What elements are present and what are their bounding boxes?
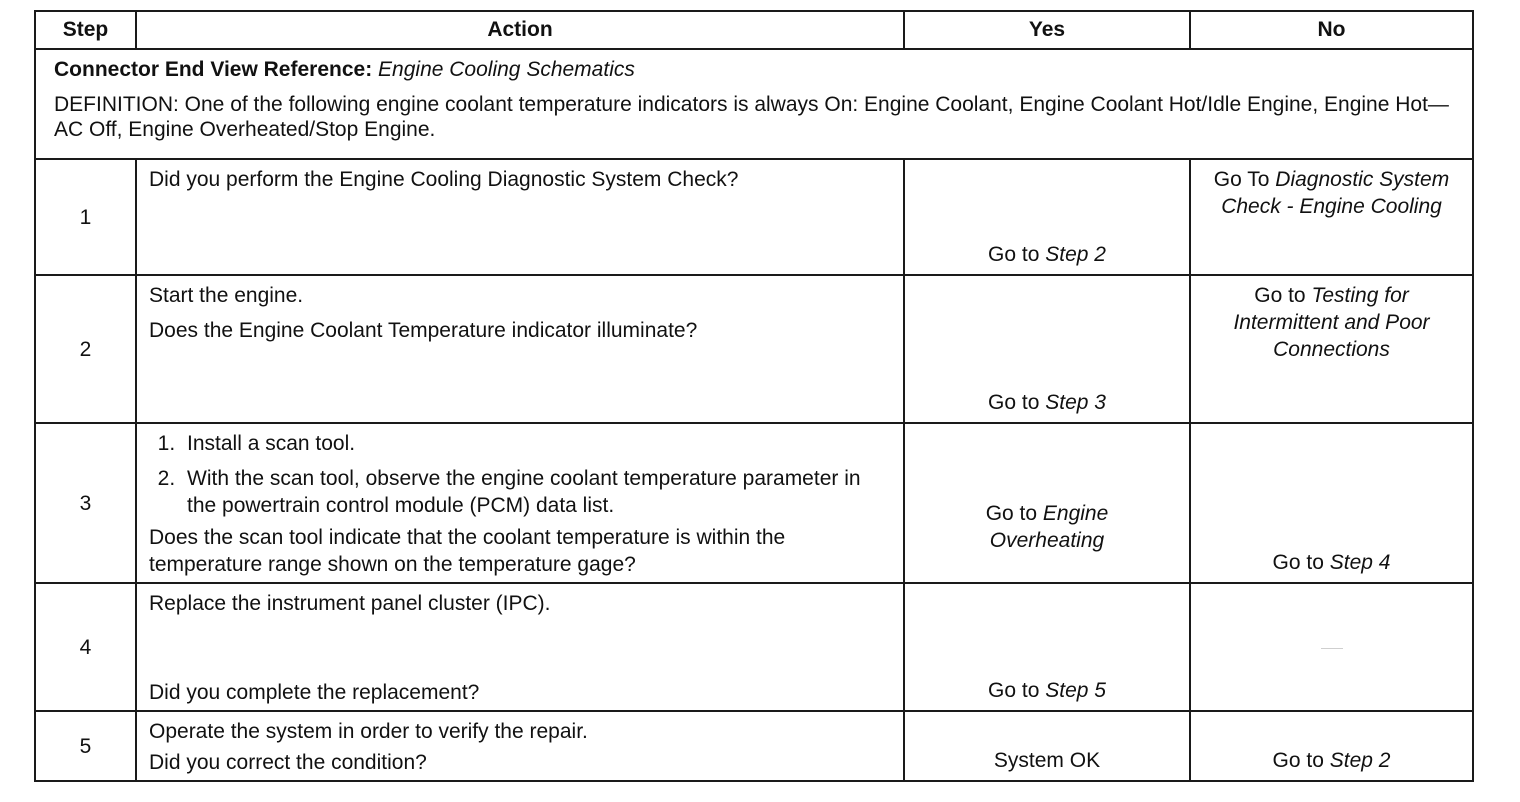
yes-prefix: Go to: [988, 679, 1040, 702]
action-cell: [136, 711, 904, 781]
action-cell: [136, 159, 904, 275]
no-cell: [1190, 423, 1473, 583]
no-dash: [1321, 648, 1343, 649]
action-question: Does the scan tool indicate that the coolant temperature is within the temperature range shown on the temperature gage?: [149, 526, 786, 576]
definition-text: DEFINITION: One of the following engine coolant temperature indicators is always On: Engine Coolant, Engine Coolant Hot/Idle Engine, Engine Hot—AC Off, Engine Overheated/Stop Engine.: [54, 93, 1449, 141]
yes-result: [905, 389, 1189, 416]
no-ref: Step 2: [1329, 749, 1391, 772]
yes-cell: [904, 275, 1190, 423]
yes-cell: [904, 711, 1190, 781]
no-prefix: Go to: [1254, 284, 1306, 307]
no-cell: [1190, 583, 1473, 711]
yes-ref: Engine Overheating: [989, 502, 1109, 552]
action-question: Does the Engine Coolant Temperature indicator illuminate?: [149, 319, 698, 342]
no-result: [1191, 747, 1472, 774]
no-prefix: Go to: [1272, 749, 1324, 772]
diagnostic-table: [34, 10, 1474, 782]
yes-ref: Step 5: [1045, 679, 1106, 702]
no-cell: [1190, 711, 1473, 781]
action-cell: [136, 583, 904, 711]
yes-cell: [904, 159, 1190, 275]
table-row: [35, 583, 1473, 711]
reference-cell: [35, 49, 1473, 159]
header-action: Action: [136, 11, 904, 49]
list-item: 2. With the scan tool, observe the engine coolant temperature parameter in the powertrain control module (PCM) data list.: [181, 465, 891, 519]
no-prefix: Go to: [1272, 551, 1324, 574]
no-cell: [1190, 275, 1473, 423]
step-number: 3: [35, 423, 136, 583]
yes-ref: Step 3: [1045, 391, 1106, 414]
action-text: Operate the system in order to verify the repair.: [149, 720, 588, 743]
no-result: [1191, 160, 1472, 220]
reference-value: Engine Cooling Schematics: [378, 58, 635, 81]
no-result: [1191, 276, 1472, 363]
diagnostic-page: [34, 10, 1472, 782]
table-row: [35, 275, 1473, 423]
action-cell: [136, 423, 904, 583]
no-ref: Diagnostic System Check - Engine Cooling: [1221, 168, 1450, 218]
step-number: 1: [35, 159, 136, 275]
yes-cell: [904, 583, 1190, 711]
yes-result: System OK: [993, 749, 1101, 772]
yes-cell: [904, 423, 1190, 583]
action-cell: [136, 275, 904, 423]
table-row: [35, 423, 1473, 583]
reference-label: Connector End View Reference:: [54, 58, 373, 81]
no-prefix: Go To: [1213, 168, 1270, 191]
yes-prefix: Go to: [988, 243, 1040, 266]
yes-result: [905, 500, 1189, 554]
yes-result: [905, 677, 1189, 704]
no-result: [1191, 549, 1472, 576]
header-no: No: [1190, 11, 1473, 49]
list-item: 1. Install a scan tool.: [181, 430, 891, 457]
reference-row: [35, 49, 1473, 159]
yes-prefix: Go to: [985, 502, 1038, 525]
action-question: Did you correct the condition?: [149, 751, 427, 774]
no-cell: [1190, 159, 1473, 275]
no-ref: Testing for Intermittent and Poor Connections: [1233, 284, 1430, 361]
table-row: [35, 159, 1473, 275]
action-list: [149, 430, 891, 519]
action-text: Replace the instrument panel cluster (IPC).: [149, 592, 551, 615]
table-row: [35, 711, 1473, 781]
no-ref: Step 4: [1329, 551, 1391, 574]
yes-result: [905, 241, 1189, 268]
step-number: 5: [35, 711, 136, 781]
step-number: 4: [35, 583, 136, 711]
header-step: Step: [35, 11, 136, 49]
action-text: Start the engine.: [149, 284, 304, 307]
header-yes: Yes: [904, 11, 1190, 49]
yes-prefix: Go to: [988, 391, 1040, 414]
action-question: Did you complete the replacement?: [149, 681, 480, 704]
header-row: [35, 11, 1473, 49]
action-text: Did you perform the Engine Cooling Diagnostic System Check?: [149, 168, 739, 191]
step-number: 2: [35, 275, 136, 423]
yes-ref: Step 2: [1045, 243, 1106, 266]
